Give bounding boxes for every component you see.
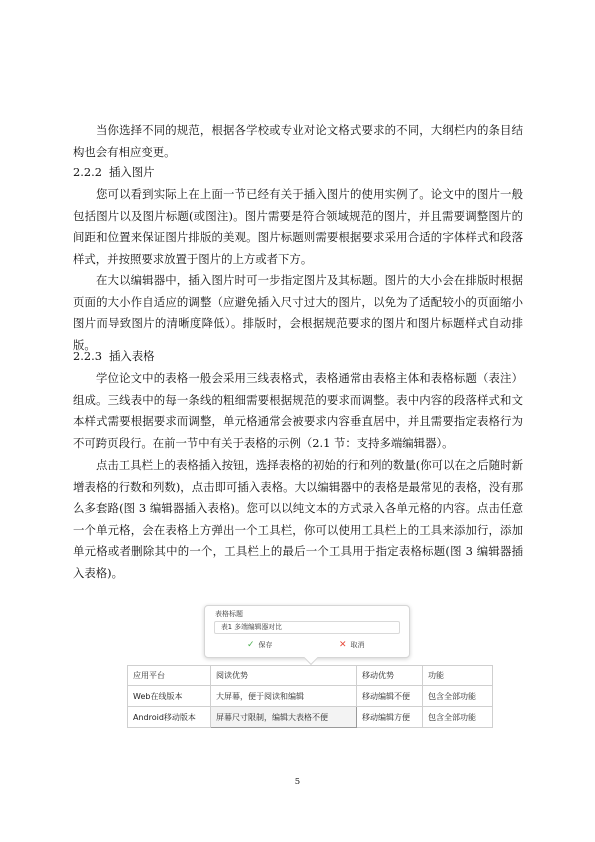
save-button[interactable]	[247, 639, 273, 651]
editor-comparison-table	[127, 665, 493, 728]
cancel-button-label: 取消	[350, 641, 365, 649]
save-button-label: 保存	[258, 641, 273, 649]
table-header-row	[128, 666, 493, 686]
table-cell[interactable]: 包含全部功能	[423, 686, 493, 707]
table-header-cell[interactable]: 阅读优势	[211, 666, 357, 686]
paragraph-insert-image-editor: 在大以编辑器中，插入图片时可一步指定图片及其标题。图片的大小会在排版时根据页面的大小作自适应的调整（应避免插入尺寸过大的图片，以免为了适配较小的页面缩小图片而导致图片的清晰度降低）。排版时，会根据规范要求的图片和图片标题样式自动排版。	[73, 273, 523, 352]
table-row	[128, 707, 493, 728]
table-caption-label: 表格标题	[215, 610, 243, 618]
paragraph-insert-table-toolbar: 点击工具栏上的表格插入按钮，选择表格的初始的行和列的数量(你可以在之后随时新增表格的行数和列数)，点击即可插入表格。大以编辑器中的表格是最常见的表格，没有那么多套路(图 3 编辑器插入表格)。您可以以纯文本的方式录入各单元格的内容。点击任意一个单元格，会在表格上方弹出一个工具栏，你可以使用工具栏上的工具来添加行，添加单元格或者删除其中的一个，工具栏上的最后一个工具用于指定表格标题(图 3 编辑器插入表格)。	[73, 458, 523, 580]
table-cell[interactable]: 大屏幕，便于阅读和编辑	[211, 686, 357, 707]
table-header-cell[interactable]: 移动优势	[357, 666, 423, 686]
paragraph-outline-note: 当你选择不同的规范，根据各学校或专业对论文格式要求的不同，大纲栏内的条目结构也会有相应变更。	[73, 123, 523, 159]
paragraph-insert-image-intro: 您可以看到实际上在上面一节已经有关于插入图片的使用实例了。论文中的图片一般包括图片以及图片标题(或图注)。图片需要是符合领域规范的图片，并且需要调整图片的间距和位置来保证图片排版的美观。图片标题则需要根据要求采用合适的字体样式和段落样式，并按照要求放置于图片的上方或者下方。	[73, 187, 523, 266]
table-cell[interactable]: 移动编辑不便	[357, 686, 423, 707]
paragraph-three-line-table: 学位论文中的表格一般会采用三线表格式，表格通常由表格主体和表格标题（表注）组成。三线表中的每一条线的粗细需要根据规范的要求而调整。表中内容的段落样式和文本样式需要根据要求而调整，单元格通常会被要求内容垂直居中，并且需要指定表格行为不可跨页段行。在前一节中有关于表格的示例（2.1 节：支持多端编辑器）。	[73, 371, 523, 450]
table-header-cell[interactable]: 功能	[423, 666, 493, 686]
table-cell[interactable]: 移动编辑方便	[357, 707, 423, 728]
x-icon: ✕	[339, 640, 347, 650]
page-number: 5	[294, 777, 301, 787]
table-caption-popup	[204, 605, 410, 658]
section-heading-insert-image	[73, 162, 155, 184]
table-cell[interactable]: Android移动版本	[128, 707, 211, 728]
check-icon: ✓	[247, 640, 255, 650]
section-heading-insert-table	[73, 346, 155, 368]
table-cell-active[interactable]: 屏幕尺寸限制，编辑大表格不便	[211, 707, 357, 728]
table-header-cell[interactable]: 应用平台	[128, 666, 211, 686]
section-title: 插入表格	[109, 349, 155, 363]
table-cell[interactable]: Web在线版本	[128, 686, 211, 707]
section-number: 2.2.3	[73, 349, 102, 363]
table-row	[128, 686, 493, 707]
section-title: 插入图片	[109, 165, 155, 179]
cancel-button[interactable]	[339, 639, 365, 651]
table-caption-input[interactable]: 表1 多端编辑器对比	[214, 621, 400, 634]
section-number: 2.2.2	[73, 165, 102, 179]
table-cell[interactable]: 包含全部功能	[423, 707, 493, 728]
